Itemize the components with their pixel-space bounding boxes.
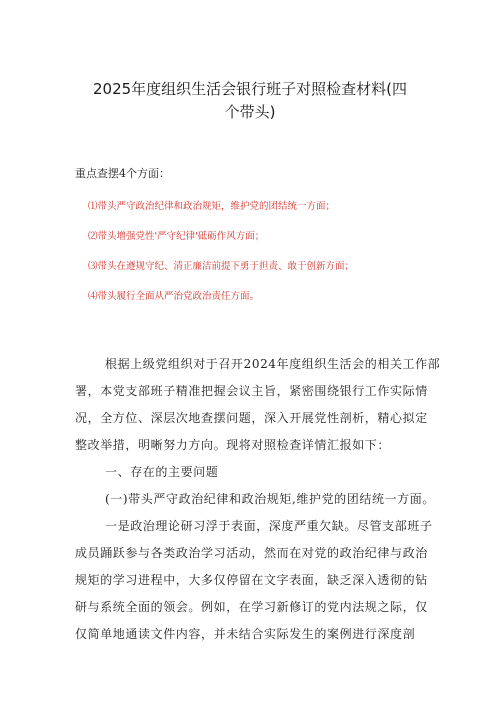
body-line-1: 根据上级党组织对于召开2024年度组织生活会的相关工作部 [105, 357, 441, 371]
body-line-3: 况，全方位、深层次地查摆问题，深入开展党性剖析，精心拟定 [75, 411, 428, 425]
body-line-4: 整改举措，明晰努力方向。现将对照检查详情汇报如下： [75, 438, 391, 452]
point-item-1: ⑴带头严守政治纪律和政治规矩，维护党的团结统一方面； [88, 201, 336, 212]
section-heading-1: 一、存在的主要问题 [105, 465, 219, 479]
body-line-2: 署，本党支部班子精准把握会议主旨，紧密围绕银行工作实际情 [75, 384, 428, 398]
document-title-line-2: 个带头) [224, 103, 276, 121]
points-heading: 重点查摆4个方面： [75, 167, 170, 180]
body-line-9: 规矩的学习进程中，大多仅停留在文字表面，缺乏深入透彻的钻 [75, 573, 428, 587]
point-item-2: ⑵带头增强党性'严守纪律'砥砺作风方面； [88, 231, 265, 242]
body-line-10: 研与系统全面的领会。例如，在学习新修订的党内法规之际，仅 [75, 600, 428, 614]
point-item-3: ⑶带头在遵规守纪、清正廉洁前提下勇于担责、敢于创新方面； [88, 261, 355, 272]
body-line-8: 成员踊跃参与各类政治学习活动，然而在对党的政治纪律与政治 [75, 546, 428, 560]
point-item-4: ⑷带头履行全面从严治党政治责任方面。 [88, 291, 260, 302]
subsection-heading-1: (一)带头严守政治纪律和政治规矩,维护党的团结统一方面。 [105, 492, 435, 506]
body-line-11: 仅简单地通读文件内容，并未结合实际发生的案例进行深度剖 [75, 627, 416, 641]
document-title-line-1: 2025年度组织生活会银行班子对照检查材料(四 [92, 80, 408, 98]
body-line-7: 一是政治理论研习浮于表面，深度严重欠缺。尽管支部班子 [105, 519, 433, 533]
